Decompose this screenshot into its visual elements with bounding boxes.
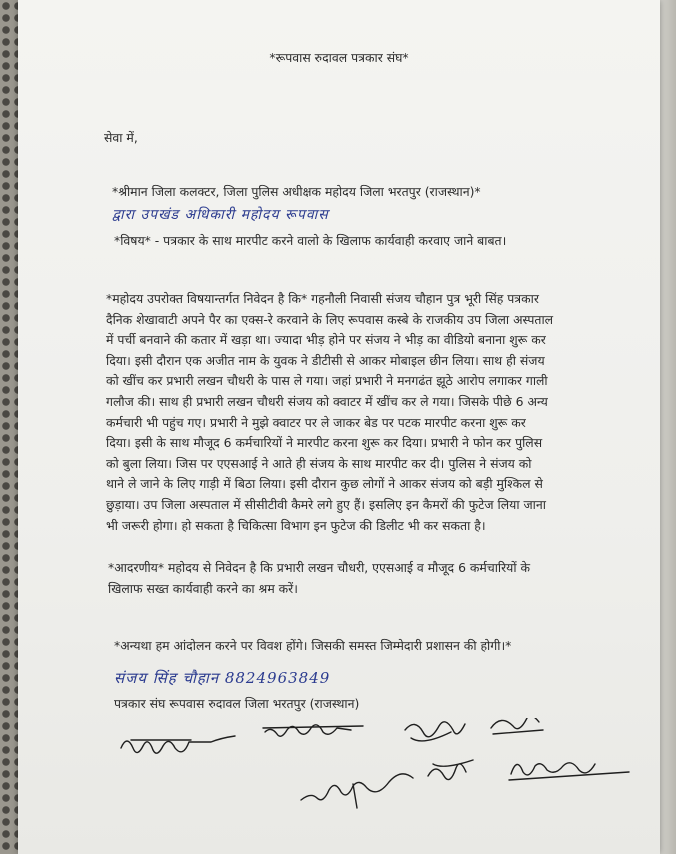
signature-scribble [301, 774, 413, 800]
letter-heading: *रूपवास रुदावल पत्रकार संघ* [269, 50, 409, 65]
body-line: थाने ले जाने के लिए गाड़ी में बिठा लिया। इसी दौरान कुछ लोगों ने आकर संजय को बड़ी मुश्किल से [106, 476, 543, 492]
signature-scribble [428, 760, 473, 780]
signature-scribble [405, 722, 465, 741]
signature-scribble [353, 784, 357, 808]
closing-line: *आदरणीय* महोदय से निवेदन है कि प्रभारी लखन चौधरी, एएसआई व मौजूद 6 कर्मचारियों के [108, 560, 531, 575]
signature-scribble [491, 718, 543, 734]
addressee: *श्रीमान जिला कलक्टर, जिला पुलिस अधीक्षक महोदय जिला भरतपुर (राजस्थान)* [112, 184, 481, 199]
subject-line: *विषय* - पत्रकार के साथ मारपीट करने वालो के खिलाफ कार्यवाही करवाए जाने बाबत। [114, 233, 507, 248]
body-line: कर्मचारी भी पहुंच गए। प्रभारी ने मुझे क्वाटर पर ले जाकर बेड पर पटक मारपीट करना शुरू कर [106, 414, 526, 430]
body-line: दिया। इसी दौरान एक अजीत नाम के युवक ने डीटीसी से आकर मोबाइल छीन लिया। साथ ही संजय [106, 352, 545, 368]
body-line: को बुला लिया। जिस पर एएसआई ने आते ही संजय के साथ मारपीट कर दी। पुलिस ने संजय को [106, 455, 532, 471]
handwritten-name-phone: संजय सिंह चौहान 8824963849 [114, 669, 331, 687]
final-line: *अन्यथा हम आंदोलन करने पर विवश होंगे। जिसकी समस्त जिम्मेदारी प्रशासन की होगी।* [114, 638, 512, 653]
letter-page [18, 0, 660, 854]
body-line: दिया। इसी के साथ मौजूद 6 कर्मचारियों ने मारपीट करना शुरू कर दिया। प्रभारी ने फोन कर पुलिस [106, 435, 543, 451]
closing-paragraph [108, 558, 630, 599]
signatures-block [113, 718, 653, 818]
body-line: दैनिक शेखावाटी अपने पैर का एक्स-रे करवाने के लिए रूपवास कस्बे के राजकीय उप जिला अस्पताल [106, 311, 554, 327]
closing-line: खिलाफ सख्त कार्यवाही करने का श्रम करें। [108, 580, 298, 596]
handwritten-through-line: द्वारा उपखंड अधिकारी महोदय रूपवास [112, 207, 329, 223]
salutation: सेवा में, [104, 130, 138, 145]
body-paragraph [106, 289, 634, 536]
body-line: *महोदय उपरोक्त विषयान्तर्गत निवेदन है कि* गहनौली निवासी संजय चौहान पुत्र भूरी सिंह पत्रकार [106, 291, 539, 306]
signature-scribble [509, 763, 629, 780]
body-line: में पर्ची बनवाने की कतार में खड़ा था। ज्यादा भीड़ होने पर संजय ने भीड़ का वीडियो बनाना शुरू कर [106, 332, 546, 348]
body-line: गलौज की। साथ ही प्रभारी लखन चौधरी संजय को क्वाटर में खींच कर ले गया। जिसके पीछे 6 अन्य [106, 393, 548, 409]
signature-scribble [263, 726, 363, 728]
signatory-organization: पत्रकार संघ रूपवास रुदावल जिला भरतपुर (राजस्थान) [114, 696, 360, 711]
body-line: भी जरूरी होगा। हो सकता है चिकित्सा विभाग इन फुटेज की डिलीट भी कर सकता है। [106, 517, 486, 533]
body-line: छुड़ाया। उप जिला अस्पताल में सीसीटीवी कैमरे लगे हुए हैं। इसलिए इन कैमरों की फुटेज लिया जाना [106, 496, 546, 512]
body-line: को खींच कर प्रभारी लखन चौधरी के पास ले गया। जहां प्रभारी ने मनगढंत झूठे आरोप लगाकर गाली [106, 373, 548, 389]
signature-scribble [121, 736, 235, 753]
